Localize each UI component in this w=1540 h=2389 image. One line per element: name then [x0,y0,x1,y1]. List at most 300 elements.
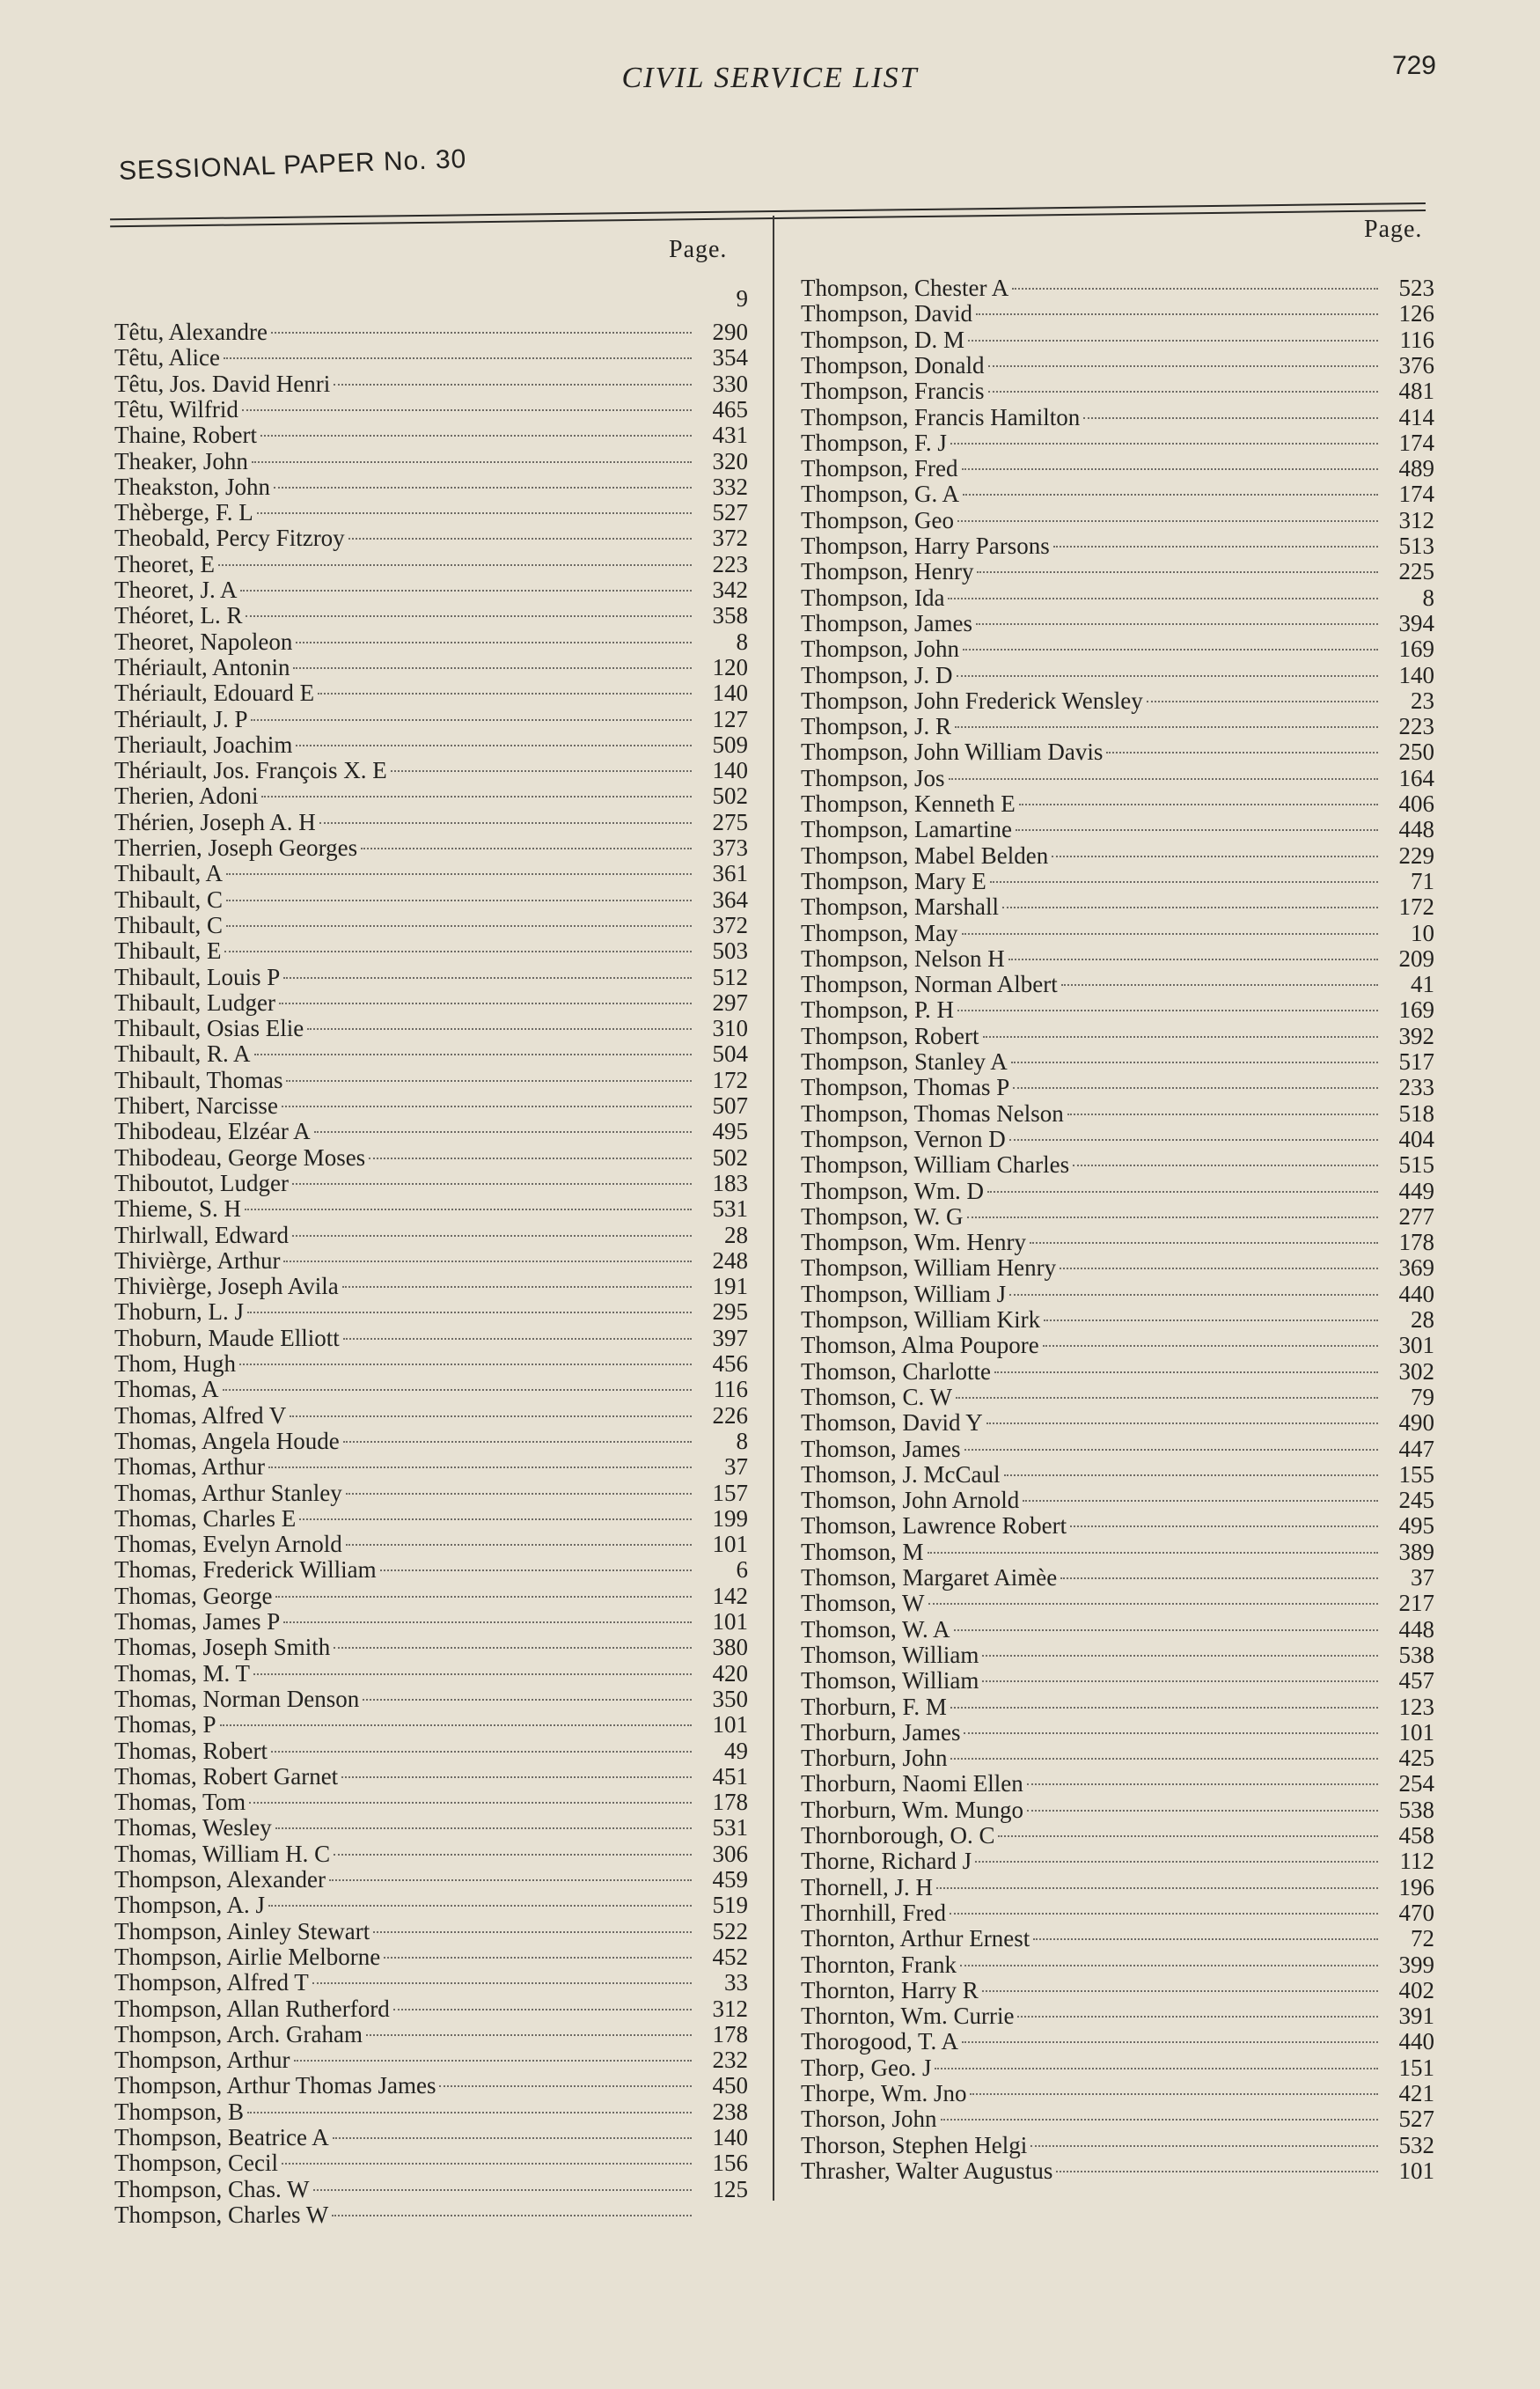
entry-name: Thornell, J. H [801,1873,933,1900]
entry-page-number: 394 [1398,609,1434,636]
entry-page-number: 332 [712,473,748,500]
entry-page-number: 449 [1398,1177,1434,1204]
dot-leader [1019,804,1378,805]
entry-name: Thorogood, T. A [801,2028,958,2055]
entry-page-number: 440 [1398,2028,1434,2055]
entry-name: Thompson, P. H [801,996,955,1024]
dot-leader [292,1183,692,1185]
index-entry [114,654,748,680]
entry-page-number: 459 [712,1866,748,1893]
dot-leader [346,1544,692,1546]
entry-page-number: 504 [712,1040,748,1068]
entry-name: Thibert, Narcisse [114,1092,278,1119]
entry-page-number: 28 [724,1221,748,1248]
dot-leader [986,1422,1378,1424]
dot-leader [366,2034,692,2036]
entry-name: Thompson, J. R [801,713,952,740]
entry-name: Thompson, William Henry [801,1254,1057,1282]
entry-page-number: 37 [724,1453,748,1481]
index-entry [114,2150,748,2176]
entry-page-number: 350 [712,1685,748,1712]
dot-leader [294,2060,693,2062]
index-entry [114,422,748,448]
index-entry [801,507,1434,533]
entry-page-number: 250 [1398,739,1434,766]
entry-name: Thompson, Francis Hamilton [801,403,1081,430]
entry-name: Thomson, C. W [801,1383,953,1410]
index-entry [114,937,748,964]
index-entry [114,319,748,345]
index-entry [114,1144,748,1171]
dot-leader [1004,1474,1379,1476]
index-entry [801,1694,1434,1720]
index-entry [801,1616,1434,1643]
entry-name: Thirlwall, Edward [114,1221,289,1248]
index-entry [114,602,748,628]
entry-page-number: 164 [1398,764,1434,791]
entry-name: Thrasher, Walter Augustus [801,2157,1053,2184]
entry-name: Thompson, Mary E [801,867,986,894]
entry-name: Têtu, Alexandre [114,319,268,345]
dot-leader [261,796,692,798]
index-entry [114,680,748,706]
index-entry [114,706,748,732]
index-entry [801,1952,1434,1978]
dot-leader [279,1003,692,1004]
dot-leader [223,1389,693,1391]
index-entry [801,1642,1434,1668]
dot-leader [254,1054,693,1055]
dot-leader [956,1397,1378,1399]
dot-leader [1043,1345,1378,1347]
dot-leader [393,2009,692,2010]
entry-page-number: 10 [1411,919,1434,946]
entry-name: Thibault, C [114,886,223,913]
dot-leader [957,520,1378,522]
entry-page-number: 527 [712,499,748,526]
dot-leader [333,2137,692,2139]
index-entry [114,1660,748,1687]
dot-leader [1027,1783,1378,1785]
entry-name: Thompson, D. M [801,326,965,353]
index-entry [114,2124,748,2150]
dot-leader [271,1751,692,1753]
entry-name: Thomas, Alfred V [114,1401,287,1429]
entry-name: Thériault, Jos. François X. E [114,757,387,784]
index-entry [114,1892,748,1918]
entry-page-number: 447 [1398,1435,1434,1462]
entry-name: Thompson, J. D [801,661,953,688]
dot-leader [249,1802,692,1804]
entry-page-number: 527 [1398,2106,1434,2133]
dot-leader [970,2093,1378,2095]
index-entry [114,1118,748,1144]
dot-leader [1027,1810,1378,1812]
entry-name: Theoret, E [114,550,215,577]
dot-leader [251,719,692,721]
entry-page-number: 522 [712,1917,748,1944]
dot-leader [1067,1114,1378,1115]
index-entry [801,868,1434,894]
index-entry [114,2202,748,2228]
index-entry [801,1667,1434,1694]
index-entry [114,1222,748,1248]
entry-page-number: 451 [712,1762,748,1790]
index-entry [114,396,748,423]
entry-page-number: 513 [1398,533,1434,559]
dot-leader [949,778,1378,780]
index-entry [801,1874,1434,1900]
index-entry [114,577,748,603]
entry-name: Thompson, Jos [801,764,945,791]
index-entry [114,1608,748,1635]
entry-page-number: 196 [1398,1873,1434,1900]
entry-page-number: 399 [1398,1951,1434,1978]
dot-leader [343,1441,692,1443]
entry-page-number: 509 [712,731,748,758]
index-entry [114,1067,748,1093]
dot-leader [226,900,692,901]
entry-name: Thériault, J. P [114,705,248,732]
index-entry [801,1900,1434,1926]
entry-page-number: 402 [1398,1976,1434,2003]
dot-leader [260,435,692,437]
entry-name: Thompson, John [801,636,960,663]
index-entry [801,945,1434,972]
dot-leader [343,1338,692,1340]
entry-page-number: 448 [1398,816,1434,843]
entry-page-number: 120 [712,653,748,680]
dot-leader [1070,1525,1378,1527]
entry-page-number: 116 [1399,326,1434,353]
entry-name: Thibault, A [114,860,223,887]
entry-page-number: 470 [1398,1899,1434,1926]
index-entry [114,1918,748,1944]
entry-name: Thompson, Cecil [114,2150,278,2177]
entry-page-number: 248 [712,1246,748,1274]
entry-page-number: 232 [712,2047,748,2074]
entry-name: Thomson, Charlotte [801,1357,991,1385]
entry-name: Thiboutot, Ludger [114,1169,289,1196]
dot-leader [247,1312,692,1313]
index-entry [801,1151,1434,1178]
dot-leader [1011,1062,1378,1063]
dot-leader [290,1415,692,1417]
entry-page-number: 290 [712,319,748,345]
index-entry [114,1763,748,1790]
entry-name: Thompson, William Charles [801,1151,1070,1179]
entry-page-number: 140 [712,680,748,707]
index-entry [801,1564,1434,1591]
entry-page-number: 518 [1398,1099,1434,1127]
entry-name: Thompson, James [801,609,972,636]
entry-page-number: 183 [712,1169,748,1196]
entry-name: Thomas, Robert [114,1737,268,1764]
entry-name: Theaker, John [114,447,248,474]
entry-name: Thompson, Norman Albert [801,971,1058,998]
entry-name: Thomas, William H. C [114,1840,331,1867]
entry-name: Theoret, Napoleon [114,628,293,655]
entry-name: Thomas, James P [114,1608,281,1635]
dot-leader [1017,2016,1378,2018]
index-entry [801,2055,1434,2081]
entry-page-number: 23 [1411,687,1434,714]
index-entry [114,1505,748,1532]
dot-leader [1056,2171,1378,2172]
dot-leader [928,1552,1378,1554]
column-divider [773,216,774,2201]
index-entry [801,687,1434,714]
entry-page-number: 101 [1398,2157,1434,2184]
index-entry [114,783,748,809]
entry-page-number: 503 [712,937,748,965]
index-entry [114,525,748,551]
dot-leader [963,494,1378,496]
index-entry [114,860,748,886]
entry-name: Thompson, William J [801,1280,1007,1307]
entry-name: Thibault, Osias Elie [114,1015,304,1042]
dot-leader [960,1965,1378,1966]
index-entry [114,1556,748,1583]
dot-leader [1060,1268,1378,1269]
index-entry [114,1841,748,1867]
dot-leader [1012,288,1378,290]
entry-page-number: 301 [1398,1332,1434,1359]
entry-name: Thompson, Donald [801,351,985,379]
index-entry [801,1048,1434,1075]
dot-leader [282,1106,692,1107]
entry-page-number: 72 [1411,1925,1434,1952]
entry-name: Thompson, Stanley A [801,1048,1008,1075]
entry-page-number: 364 [712,886,748,913]
entry-page-number: 223 [1398,713,1434,740]
entry-page-number: 277 [1398,1202,1434,1230]
index-entry [801,790,1434,817]
entry-page-number: 452 [712,1943,748,1970]
dot-leader [1009,1139,1378,1141]
entry-name: Thorburn, Wm. Mungo [801,1796,1023,1823]
dot-leader [968,340,1378,342]
entry-name: Thibault, Thomas [114,1066,283,1093]
entry-name: Thornborough, O. C [801,1822,995,1849]
entry-page-number: 358 [712,602,748,629]
dot-leader [319,822,692,824]
entry-name: Thomson, Lawrence Robert [801,1512,1067,1540]
index-entry [801,1100,1434,1127]
dot-leader [268,1466,692,1468]
entry-page-number: 440 [1398,1280,1434,1307]
dot-leader [1052,856,1378,857]
entry-page-number: 116 [713,1376,748,1403]
dot-leader [1033,1938,1378,1940]
entry-name: Thompson, Allan Rutherford [114,1995,390,2022]
index-entry [114,1325,748,1351]
dot-leader [983,1036,1379,1038]
entry-page-number: 172 [1398,893,1434,921]
entry-name: Thomas, Charles E [114,1504,297,1532]
entry-page-number: 123 [1398,1693,1434,1720]
index-entry [114,1996,748,2022]
entry-page-number: 320 [712,447,748,474]
dot-leader [307,1028,692,1030]
dot-leader [976,313,1378,315]
index-entry [801,971,1434,997]
dot-leader [1061,984,1378,986]
entry-name: Thompson, G. A [801,481,960,508]
index-entry [801,1539,1434,1565]
dot-leader [957,1010,1378,1011]
index-entry [801,1590,1434,1616]
entry-name: Thornton, Frank [801,1951,957,1978]
entry-page-number: 361 [712,860,748,887]
dot-leader [1016,829,1378,831]
entry-name: Thorson, John [801,2106,937,2133]
entry-page-number: 489 [1398,455,1434,482]
index-entry [114,1738,748,1764]
dot-leader [1030,2145,1378,2147]
dot-leader [988,391,1379,393]
entry-page-number: 169 [1398,996,1434,1024]
dot-leader [242,409,692,411]
dot-leader [384,1957,692,1959]
entry-page-number: 330 [712,370,748,397]
entry-name: Thoburn, L. J [114,1298,244,1326]
index-entry [114,1040,748,1067]
index-entry [114,1583,748,1609]
entry-page-number: 312 [1398,506,1434,533]
dot-leader [296,745,692,746]
entry-page-number: 79 [1411,1383,1434,1410]
entry-page-number: 532 [1398,2131,1434,2158]
entry-name: Thomson, William [801,1667,979,1694]
index-entry [801,636,1434,662]
dot-leader [982,1990,1378,1992]
entry-page-number: 33 [724,1969,748,1996]
entry-name: Thieme, S. H [114,1195,241,1223]
dot-leader [247,2112,692,2113]
entry-page-number: 373 [712,834,748,861]
dot-leader [346,1493,692,1495]
index-entry [801,1977,1434,2003]
entry-page-number: 372 [712,911,748,938]
index-entry [801,1719,1434,1746]
entry-page-number: 101 [1398,1718,1434,1746]
entry-name: Thèberge, F. L [114,499,253,526]
dot-leader [318,693,692,695]
index-entry [114,1376,748,1402]
index-entry [801,1770,1434,1797]
index-entry [114,628,748,655]
dot-leader [329,1879,692,1881]
entry-page-number: 140 [1398,661,1434,688]
entry-page-number: 519 [712,1892,748,1919]
dot-leader [1023,1500,1378,1502]
dot-leader [245,1209,692,1210]
entry-name: Têtu, Jos. David Henri [114,370,331,397]
index-entry [801,1745,1434,1771]
dot-leader [1013,1087,1378,1089]
entry-page-number: 6 [736,1556,748,1584]
dot-leader [1002,907,1378,908]
dot-leader [941,2119,1379,2121]
entry-page-number: 391 [1398,2003,1434,2030]
entry-page-number: 372 [712,525,748,552]
entry-name: Thompson, A. J [114,1892,266,1919]
entry-name: Thomas, P [114,1711,216,1738]
dot-leader [275,1827,692,1829]
index-entry [801,1281,1434,1307]
entry-page-number: 254 [1398,1770,1434,1797]
entry-name: Thornton, Arthur Ernest [801,1925,1030,1952]
dot-leader [976,623,1378,625]
dot-leader [239,1364,692,1365]
dot-leader [246,615,692,617]
dot-leader [1147,701,1378,702]
index-entry [801,533,1434,559]
dot-leader [950,1758,1378,1760]
entry-name: Thompson, Henry [801,558,974,585]
entry-page-number: 517 [1398,1048,1434,1075]
index-entry [801,455,1434,481]
index-entry [114,1015,748,1041]
entry-page-number: 191 [712,1273,748,1300]
index-entry [801,275,1434,301]
entry-name: Thivièrge, Arthur [114,1246,281,1274]
entry-page-number: 49 [724,1737,748,1764]
index-entry [801,1409,1434,1436]
entry-page-number: 450 [712,2072,748,2099]
index-entry [114,964,748,990]
entry-page-number: 37 [1411,1564,1434,1591]
entry-page-number: 465 [712,395,748,423]
entry-page-number: 531 [712,1195,748,1223]
entry-name: Thomson, M [801,1538,924,1565]
entry-name: Thomas, A [114,1376,219,1403]
entry-name: Thompson, Arthur [114,2047,290,2074]
dot-leader [988,365,1379,367]
index-entry [801,662,1434,688]
entry-name: Thompson, Wm. Henry [801,1229,1026,1256]
entry-name: Thompson, Mabel Belden [801,842,1049,869]
dot-leader [240,590,692,592]
index-entry [114,989,748,1016]
dot-leader [1009,1294,1378,1296]
entry-name: Thibodeau, Elzéar A [114,1118,311,1145]
entry-page-number: 397 [712,1324,748,1351]
index-entry [801,1023,1434,1049]
entry-page-number: 112 [1399,1848,1434,1875]
index-entry [801,1358,1434,1385]
index-entry [114,912,748,938]
entry-page-number: 127 [712,705,748,732]
entry-name: Thompson, Arch. Graham [114,2020,363,2047]
index-entry [114,2072,748,2099]
index-entry [114,344,748,371]
dot-leader [253,1673,692,1675]
index-entry [114,834,748,861]
index-entry [801,1925,1434,1952]
entry-name: Thomas, Arthur Stanley [114,1479,342,1506]
entry-name: Theakston, John [114,473,270,500]
index-entry [114,1170,748,1196]
entry-page-number: 101 [712,1711,748,1738]
entry-name: Thibault, Ludger [114,989,275,1016]
index-entry [801,1178,1434,1204]
index-entry [801,300,1434,327]
entry-page-number: 531 [712,1814,748,1841]
dot-leader [994,1371,1378,1373]
index-entry [801,378,1434,404]
